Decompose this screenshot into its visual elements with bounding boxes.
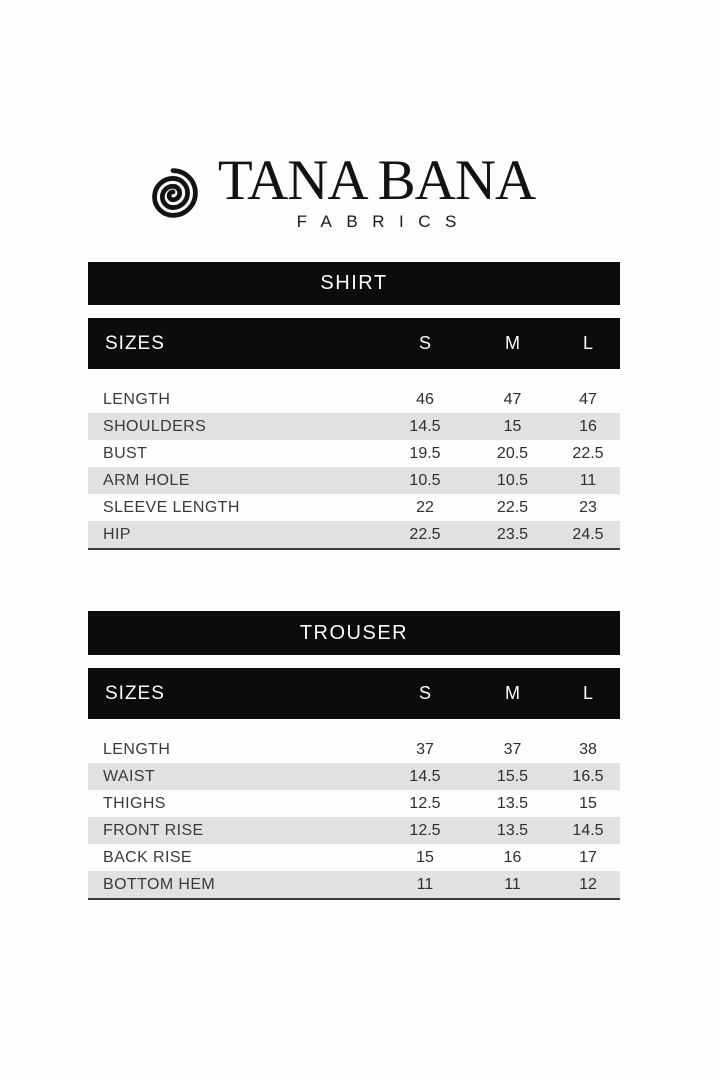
table-row [88,440,620,467]
table-row [88,386,620,413]
row-value-m: 15.5 [496,767,529,785]
row-value-s: 12.5 [409,821,441,839]
spiral-icon [145,165,201,221]
row-value-l: 17 [579,848,597,866]
row-value-s: 46 [416,390,434,408]
row-label: BUST [103,444,148,462]
shirt-title-bar [88,262,620,305]
table-row [88,763,620,790]
row-label: ARM HOLE [103,471,190,489]
row-value-l: 16 [579,417,597,435]
row-value-m: 23.5 [496,525,529,543]
row-value-m: 16 [503,848,522,866]
row-value-s: 37 [416,740,434,758]
row-value-m: 22.5 [496,498,529,516]
row-value-m: 47 [503,390,522,408]
row-label: HIP [103,525,131,543]
row-value-l: 15 [579,794,597,812]
row-value-s: 12.5 [409,794,441,812]
table-row [88,413,620,440]
trouser-sizes-header [88,668,620,719]
row-label: LENGTH [103,390,171,408]
table-row [88,467,620,494]
table-row [88,817,620,844]
shirt-measurement-rows [88,386,620,550]
row-label: WAIST [103,767,156,785]
row-value-m: 15 [503,417,522,435]
row-value-l: 16.5 [572,767,604,785]
row-value-s: 22.5 [409,525,441,543]
size-column-s: S [418,683,431,703]
row-value-s: 10.5 [409,471,441,489]
table-row [88,844,620,871]
row-label: SLEEVE LENGTH [103,498,240,516]
row-value-s: 14.5 [409,767,441,785]
row-value-m: 13.5 [496,794,529,812]
brand-logo [145,149,536,232]
row-label: SHOULDERS [103,417,207,435]
row-value-s: 11 [416,875,434,893]
trouser-title-bar [88,611,620,655]
table-row [88,871,620,898]
trouser-title: TROUSER [299,621,409,644]
row-value-l: 22.5 [572,444,604,462]
sizes-label: SIZES [105,332,165,354]
row-value-s: 15 [416,848,434,866]
row-value-m: 37 [503,740,522,758]
row-value-l: 12 [579,875,597,893]
row-value-l: 14.5 [572,821,604,839]
row-value-m: 10.5 [496,471,529,489]
table-row [88,790,620,817]
row-value-m: 20.5 [496,444,529,462]
shirt-section [88,262,620,550]
table-row [88,521,620,548]
shirt-title: SHIRT [320,272,388,294]
row-label: LENGTH [103,740,171,758]
brand-subtitle: FABRICS [296,212,471,231]
row-value-l: 11 [579,471,597,489]
row-value-m: 13.5 [496,821,529,839]
row-label: BACK RISE [103,848,192,866]
size-column-l: L [582,333,593,353]
table-row [88,736,620,763]
sizes-label: SIZES [105,682,165,704]
brand-name: TANA BANA [217,149,536,212]
row-label: FRONT RISE [103,821,204,839]
row-label: BOTTOM HEM [103,875,216,893]
size-column-m: M [505,333,520,353]
row-value-l: 24.5 [572,525,604,543]
row-value-l: 38 [579,740,597,758]
table-row [88,494,620,521]
row-value-l: 47 [579,390,597,408]
row-value-s: 22 [416,498,434,516]
row-value-s: 19.5 [409,444,441,462]
size-column-s: S [418,333,431,353]
row-label: THIGHS [103,794,166,812]
size-column-m: M [505,683,520,703]
shirt-sizes-header [88,318,620,369]
brand-text [217,149,536,232]
trouser-section [88,611,620,900]
trouser-measurement-rows [88,736,620,900]
size-charts [88,262,620,900]
row-value-l: 23 [579,498,597,516]
size-column-l: L [582,683,593,703]
row-value-s: 14.5 [409,417,441,435]
row-value-m: 11 [504,875,521,893]
